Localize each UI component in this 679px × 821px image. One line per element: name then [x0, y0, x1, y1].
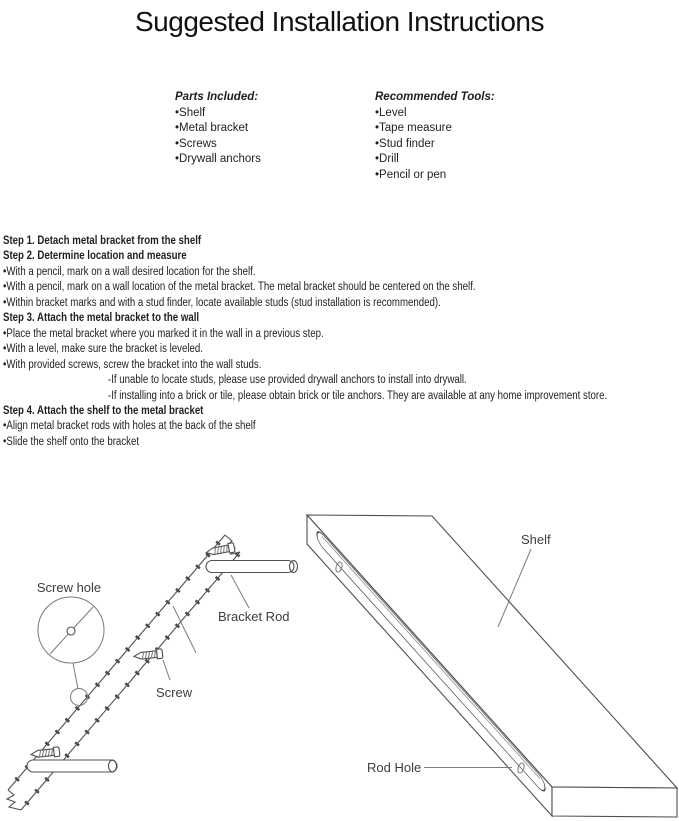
magnifier-connector-line — [73, 663, 78, 689]
shelf-end-face — [552, 787, 677, 817]
shelf-label: Shelf — [521, 532, 551, 547]
tools-item: •Level — [375, 106, 407, 119]
step-bullet: •Place the metal bracket where you marked it in the wall in a previous step. — [3, 327, 324, 340]
screw-hole-detail — [67, 627, 75, 635]
bracket-rod-leader-line — [231, 575, 249, 608]
tools-item: •Pencil or pen — [375, 168, 447, 181]
parts-item: •Screws — [175, 137, 217, 150]
bracket-bottom-break-edge — [7, 790, 21, 810]
step-sub-bullet: -If installing into a brick or tile, please obtain brick or tile anchors. They are available at any home improvement store. — [108, 389, 608, 402]
step-heading: Step 3. Attach the metal bracket to the wall — [3, 312, 200, 325]
step-bullet: •Within bracket marks and with a stud finder, locate available studs (stud installation is recommended). — [3, 296, 441, 309]
shelf-drawing — [307, 515, 677, 817]
bracket-rod-label: Bracket Rod — [218, 609, 290, 624]
step-sub-bullet: -If unable to locate studs, please use provided drywall anchors to install into drywall. — [108, 374, 467, 387]
bracket-rod-top — [206, 561, 298, 573]
step-bullet: •With a pencil, mark on a wall location of the metal bracket. The metal bracket should be centered on the shelf. — [3, 281, 476, 294]
screw-hole-marker-circle — [71, 689, 88, 706]
screw-hole-label: Screw hole — [36, 580, 102, 595]
step-heading: Step 4. Attach the shelf to the metal bracket — [3, 404, 204, 417]
step-bullet: •With a pencil, mark on a wall desired location for the shelf. — [3, 265, 256, 278]
screw-bottom — [31, 747, 60, 760]
step-bullet: •Slide the shelf onto the bracket — [3, 435, 140, 448]
tools-item: •Stud finder — [375, 137, 435, 150]
screw-leader-line — [163, 660, 170, 680]
bracket-pointer-line — [173, 606, 196, 653]
page-title: Suggested Installation Instructions — [135, 6, 544, 37]
parts-item: •Shelf — [175, 106, 206, 119]
parts-item: •Metal bracket — [175, 122, 249, 134]
screw-label: Screw — [156, 685, 193, 700]
rod-hole-label: Rod Hole — [367, 760, 422, 775]
step-bullet: •With a level, make sure the bracket is leveled. — [3, 343, 203, 356]
parts-item: •Drywall anchors — [175, 153, 261, 165]
step-bullet: •Align metal bracket rods with holes at the back of the shelf — [3, 420, 256, 433]
tools-item: •Tape measure — [375, 122, 452, 134]
step-bullet: •With provided screws, screw the bracket into the wall studs. — [3, 358, 262, 371]
parts-heading: Parts Included: — [175, 91, 259, 103]
tools-item: •Drill — [375, 153, 399, 165]
step-heading: Step 1. Detach metal bracket from the shelf — [3, 235, 202, 247]
tools-heading: Recommended Tools: — [375, 91, 495, 103]
step-heading: Step 2. Determine location and measure — [3, 250, 187, 263]
bracket-rod-bottom — [27, 760, 117, 772]
